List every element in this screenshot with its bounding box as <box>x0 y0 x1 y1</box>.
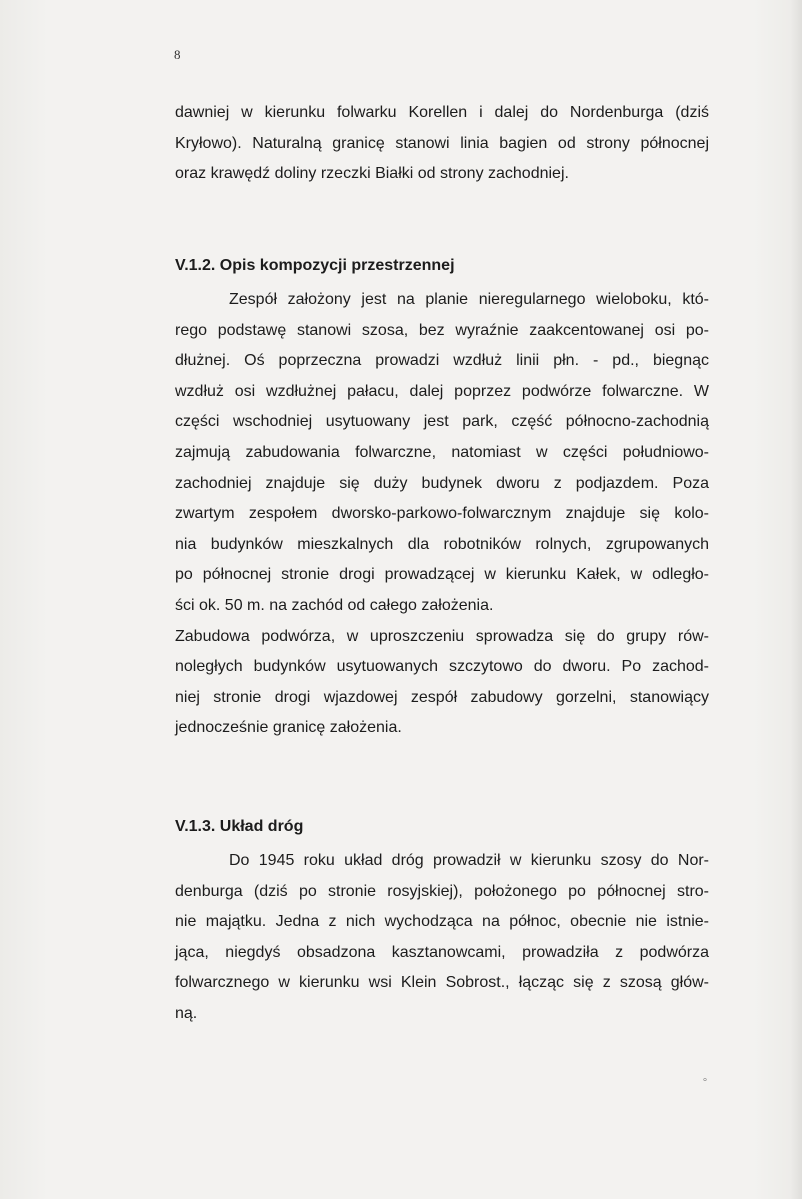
section-heading-opis: V.1.2. Opis kompozycji przestrzennej <box>175 257 455 274</box>
page-edge-shadow <box>790 0 802 1199</box>
text-line: noległych budynków usytuowanych szczytowo do dworu. Po zachod- <box>175 658 709 676</box>
text-line: folwarcznego w kierunku wsi Klein Sobrost., łącząc się z szosą głów- <box>175 974 709 992</box>
uklad-drog-paragraph <box>175 846 709 1030</box>
text-line: jąca, niegdyś obsadzona kasztanowcami, prowadziła z podwórza <box>175 943 709 961</box>
text-line: zajmują zabudowania folwarczne, natomiast w części południowo- <box>175 443 709 461</box>
text-line: Kryłowo). Naturalną granicę stanowi linia bagien od strony północnej <box>175 134 709 152</box>
text-line: Zabudowa podwórza, w uproszczeniu sprowadza się do grupy rów- <box>175 627 709 645</box>
page-number: 8 <box>174 47 181 62</box>
text-line: dawniej w kierunku folwarku Korellen i dalej do Nordenburga (dziś <box>175 104 709 121</box>
text-line: nia budynków mieszkalnych dla robotników rolnych, zgrupowanych <box>175 535 709 553</box>
text-line: zwartym zespołem dworsko-parkowo-folwarcznym znajduje się kolo- <box>175 505 709 523</box>
section-heading-uklad-drog: V.1.3. Układ dróg <box>175 818 304 835</box>
text-line: rego podstawę stanowi szosa, bez wyraźnie zaakcentowanej osi po- <box>175 321 709 339</box>
text-line: części wschodniej usytuowany jest park, część północno-zachodnią <box>175 413 709 431</box>
opis-paragraph <box>175 285 709 744</box>
text-line: zachodniej znajduje się duży budynek dworu z podjazdem. Poza <box>175 474 709 492</box>
text-line: nie majątku. Jedna z nich wychodząca na północ, obecnie nie istnie- <box>175 913 709 931</box>
text-line: Do 1945 roku układ dróg prowadził w kierunku szosy do Nor- <box>229 852 709 869</box>
text-line: denburga (dziś po stronie rosyjskiej), położonego po północnej stro- <box>175 882 709 900</box>
text-line: wzdłuż osi wzdłużnej pałacu, dalej poprzez podwórze folwarczne. W <box>175 382 709 400</box>
text-line: oraz krawędź doliny rzeczki Białki od strony zachodniej. <box>175 165 569 183</box>
corner-mark: ° <box>703 1077 707 1088</box>
text-line: jednocześnie granicę założenia. <box>175 719 402 737</box>
text-line: ści ok. 50 m. na zachód od całego założenia. <box>175 596 494 614</box>
text-line: po północnej stronie drogi prowadzącej w kierunku Kałek, w odległo- <box>175 566 709 584</box>
text-line: ną. <box>175 1004 198 1022</box>
text-line: niej stronie drogi wjazdowej zespół zabudowy gorzelni, stanowiący <box>175 688 709 706</box>
text-line: dłużnej. Oś poprzeczna prowadzi wzdłuż linii płn. - pd., biegnąc <box>175 352 709 370</box>
text-line: Zespół założony jest na planie nieregularnego wieloboku, któ- <box>229 291 709 308</box>
intro-paragraph <box>175 98 709 190</box>
